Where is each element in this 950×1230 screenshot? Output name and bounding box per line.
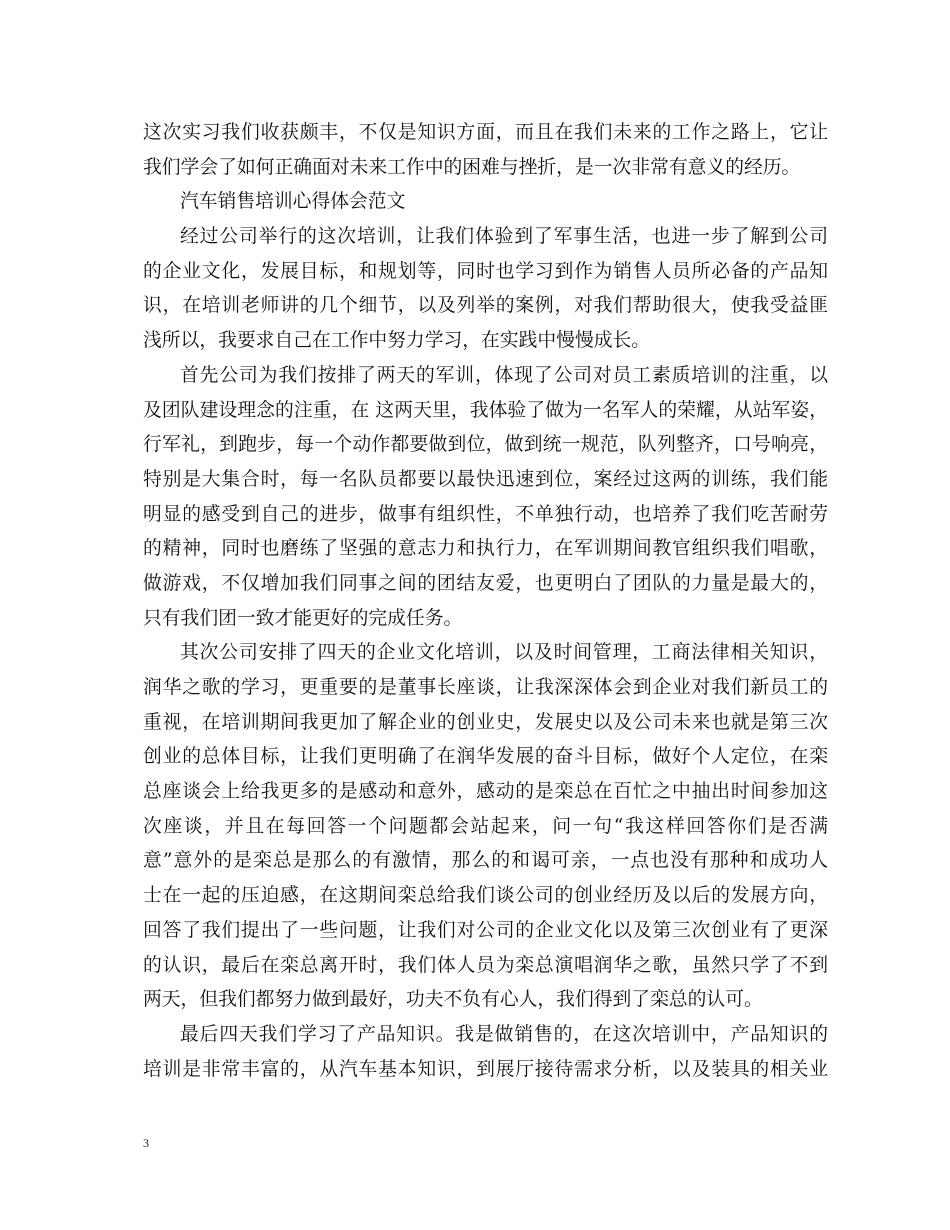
text-line: 两天，但我们都努力做到最好，功夫不负有心人，我们得到了栾总的认可。 xyxy=(143,989,763,1011)
text-line: 总座谈会上给我更多的是感动和意外，感动的是栾总在百忙之中抽出时间参加这 xyxy=(143,781,828,803)
text-line: 次座谈，并且在每回答一个问题都会站起来，问一句“我这样回答你们是否满 xyxy=(143,815,828,837)
text-line: 浅所以，我要求自己在工作中努力学习，在实践中慢慢成长。 xyxy=(143,330,651,352)
text-line: 重视，在培训期间我更加了解企业的创业史，发展史以及公司未来也就是第三次 xyxy=(143,711,828,733)
text-line: 及团队建设理念的注重，在 这两天里，我体验了做为一名军人的荣耀，从站军姿， xyxy=(143,399,828,421)
text-line: 最后四天我们学习了产品知识。我是做销售的，在这次培训中，产品知识的 xyxy=(180,1023,828,1045)
text-line: 回答了我们提出了一些问题，让我们对公司的企业文化以及第三次创业有了更深 xyxy=(143,919,828,941)
text-line: 润华之歌的学习，更重要的是董事长座谈，让我深深体会到企业对我们新员工的 xyxy=(143,677,828,698)
text-line: 识，在培训老师讲的几个细节，以及列举的案例，对我们帮助很大，使我受益匪 xyxy=(143,295,828,317)
text-line: 这次实习我们收获颇丰，不仅是知识方面，而且在我们未来的工作之路上，它让 xyxy=(143,122,828,143)
text-line: 士在一起的压迫感，在这期间栾总给我们谈公司的创业经历及以后的发展方向， xyxy=(143,885,828,907)
text-line: 特别是大集合时，每一名队员都要以最快迅速到位，案经过这两的训练，我们能 xyxy=(143,468,828,490)
text-line: 只有我们团一致才能更好的完成任务。 xyxy=(143,607,463,629)
text-line: 创业的总体目标，让我们更明确了在润华发展的奋斗目标，做好个人定位，在栾 xyxy=(143,746,828,768)
text-line: 的企业文化，发展目标，和规划等，同时也学习到作为销售人员所必备的产品知 xyxy=(143,260,828,282)
text-line: 做游戏，不仅增加我们同事之间的团结友爱，也更明白了团队的力量是最大的， xyxy=(143,572,828,594)
page-number: 3 xyxy=(143,1136,149,1150)
text-line: 的认识，最后在栾总离开时，我们体人员为栾总演唱润华之歌，虽然只学了不到 xyxy=(143,954,828,976)
text-line: 行军礼，到跑步，每一个动作都要做到位，做到统一规范，队列整齐，口号响亮， xyxy=(143,434,828,456)
text-line: 其次公司安排了四天的企业文化培训，以及时间管理，工商法律相关知识， xyxy=(180,642,828,664)
text-line: 汽车销售培训心得体会范文 xyxy=(180,191,406,213)
text-line: 培训是非常丰富的，从汽车基本知识，到展厅接待需求分析，以及装具的相关业 xyxy=(143,1058,828,1080)
text-line: 意”意外的是栾总是那么的有激情，那么的和谒可亲，一点也没有那种和成功人 xyxy=(143,850,828,872)
text-line: 经过公司举行的这次培训，让我们体验到了军事生活，也进一步了解到公司 xyxy=(180,226,828,248)
text-line: 的精神，同时也磨练了坚强的意志力和执行力，在军训期间教官组织我们唱歌， xyxy=(143,538,828,560)
text-line: 明显的感受到自己的进步，做事有组织性，不单独行动，也培养了我们吃苦耐劳 xyxy=(143,503,828,525)
text-line: 首先公司为我们按排了两天的军训，体现了公司对员工素质培训的注重，以 xyxy=(180,364,828,386)
text-line: 我们学会了如何正确面对未来工作中的困难与挫折，是一次非常有意义的经历。 xyxy=(143,156,801,178)
body-text xyxy=(143,116,828,1087)
